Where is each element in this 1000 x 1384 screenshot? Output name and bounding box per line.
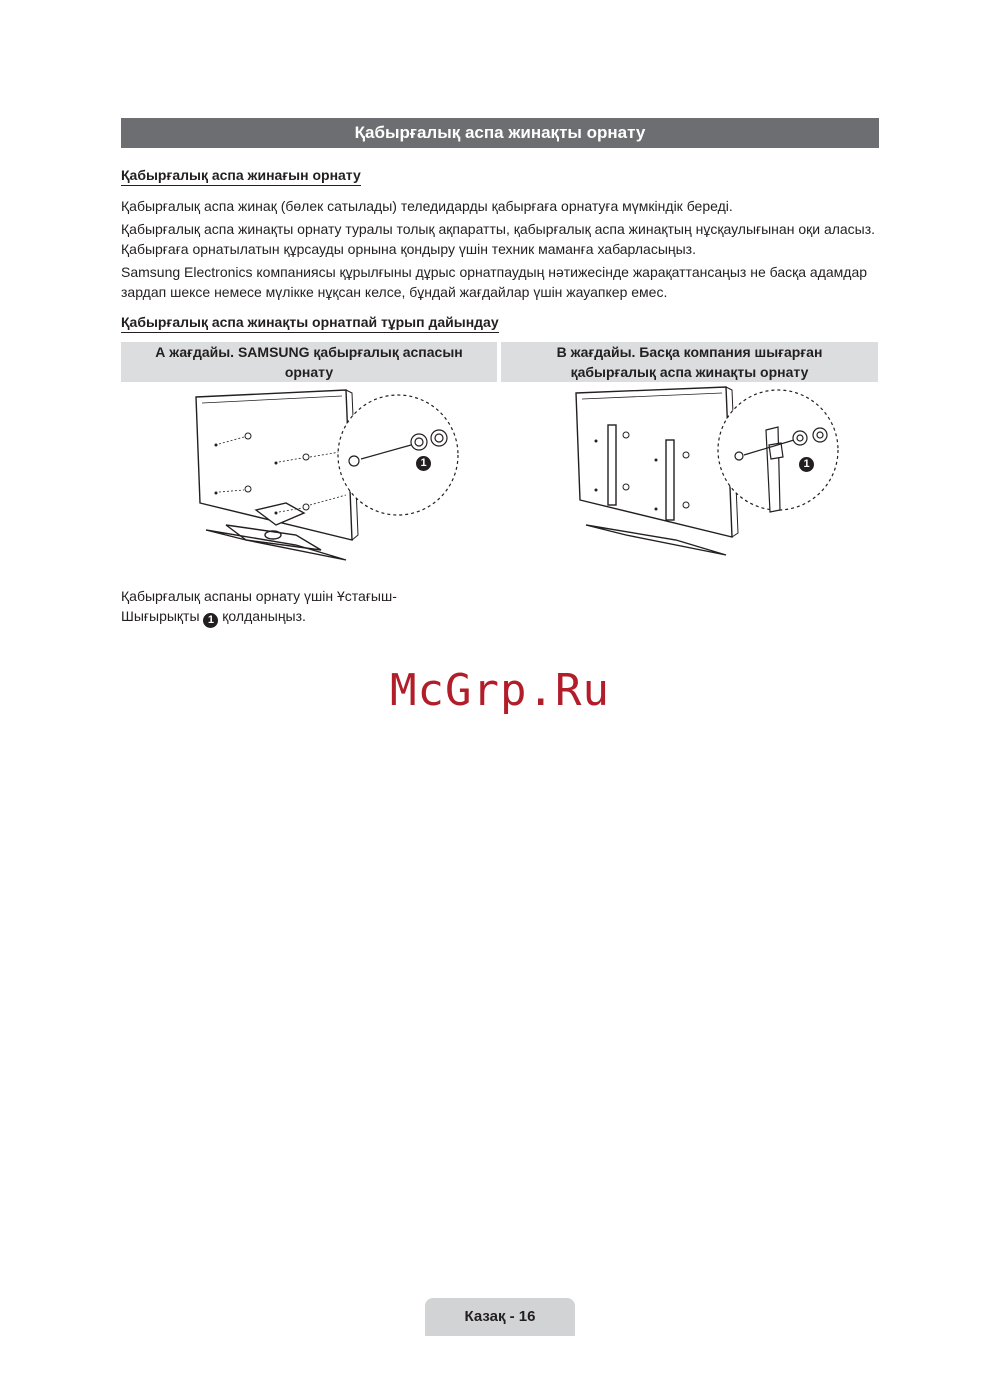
caption-text: Шығырықты	[121, 608, 200, 624]
page-number: Казақ - 16	[425, 1298, 575, 1336]
page-title: Қабырғалық аспа жинақты орнату	[121, 118, 879, 148]
callout-number-1: 1	[799, 457, 814, 472]
case-b-title-line2: қабырғалық аспа жинақты орнату	[570, 364, 809, 380]
paragraph: Samsung Electronics компаниясы құрылғыны дұрыс орнатпаудың нәтижесінде жарақаттансаңыз не басқа адамдар зардап шексе немесе мүлікке нұқсан келсе, бұндай жағдайлар үшін жауапкер емес.	[121, 263, 868, 300]
caption-text: Қабырғалық аспаны орнату үшін Ұстағыш-	[121, 588, 397, 604]
case-a-title-line2: орнату	[284, 364, 334, 380]
case-b-illustration	[566, 385, 851, 575]
case-a-title-line1: А жағдайы. SAMSUNG қабырғалық аспасын	[155, 344, 463, 360]
callout-number-1: 1	[203, 613, 218, 628]
case-b-header	[501, 342, 878, 382]
paragraph: Қабырғалық аспа жинақ (бөлек сатылады) теледидарды қабырғаға орнатуға мүмкіндік береді.	[121, 198, 733, 214]
caption-text: қолданыңыз.	[222, 608, 306, 624]
section-heading-preparation: Қабырғалық аспа жинақты орнатпай тұрып дайындау	[121, 313, 499, 333]
case-a-illustration	[186, 385, 466, 575]
case-a-caption	[121, 586, 461, 628]
watermark: McGrp.Ru	[390, 665, 610, 716]
intro-text	[121, 196, 881, 305]
case-a-header	[121, 342, 497, 382]
callout-number-1: 1	[416, 456, 431, 471]
section-heading-wall-mount-kit: Қабырғалық аспа жинағын орнату	[121, 166, 361, 186]
case-b-title-line1: В жағдайы. Басқа компания шығарған	[556, 344, 823, 360]
paragraph: Қабырғалық аспа жинақты орнату туралы толық ақпаратты, қабырғалық аспа жинақтың нұсқаулығынан оқи аласыз. Қабырғаға орнатылатын құрсауды орнына қондыру үшін техник маманға хабарласыңыз.	[121, 220, 876, 257]
